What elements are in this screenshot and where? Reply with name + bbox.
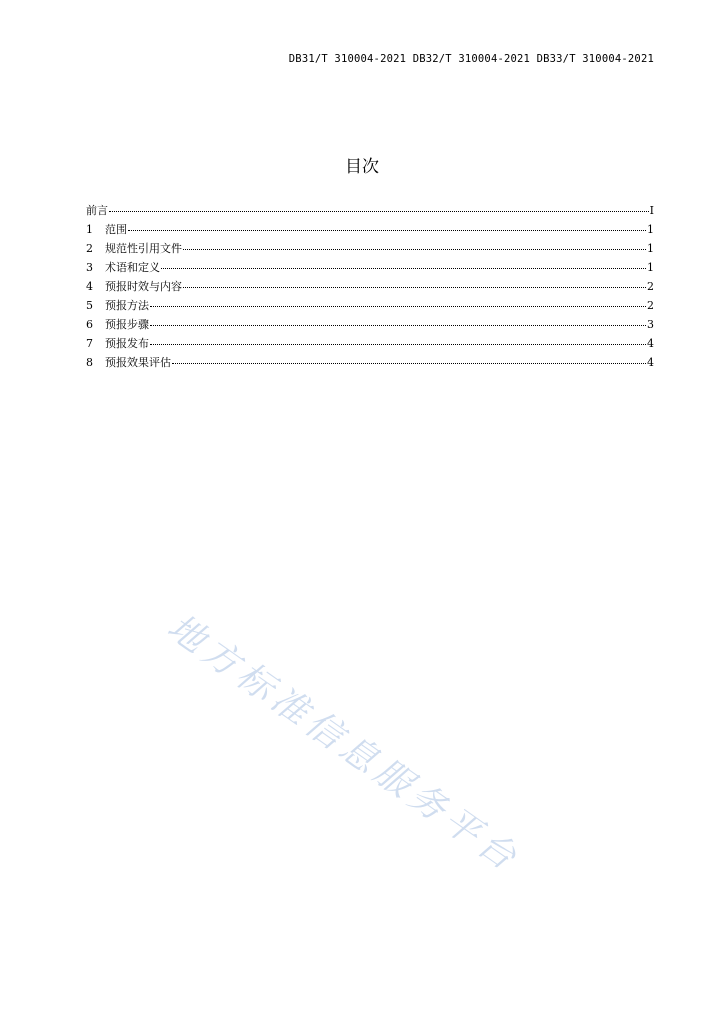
toc-entry-label: 预报方法: [105, 299, 149, 312]
toc-leader-dots: [183, 287, 646, 288]
toc-leader-dots: [150, 325, 646, 326]
standard-code-header: DB31/T 310004-2021 DB32/T 310004-2021 DB33/T 310004-2021: [288, 53, 654, 65]
toc-entry-page: 2: [647, 299, 654, 312]
toc-entry-6[interactable]: [86, 316, 654, 335]
toc-entry-1[interactable]: [86, 221, 654, 240]
toc-entry-label: 预报效果评估: [105, 356, 171, 369]
toc-entry-label: 范围: [105, 223, 127, 236]
toc-entry-page: 1: [647, 223, 654, 236]
toc-entry-label: 预报发布: [105, 337, 149, 350]
toc-leader-dots: [150, 344, 646, 345]
toc-entry-3[interactable]: [86, 259, 654, 278]
table-of-contents: [86, 202, 654, 373]
toc-entry-number: 2: [86, 242, 93, 255]
toc-entry-page: I: [649, 204, 654, 217]
toc-entry-4[interactable]: [86, 278, 654, 297]
page-title: 目次: [345, 157, 379, 177]
toc-entry-number: 4: [86, 280, 93, 293]
toc-entry-number: 1: [86, 223, 93, 236]
toc-entry-page: 4: [647, 337, 654, 350]
toc-leader-dots: [172, 363, 646, 364]
toc-entry-label: 规范性引用文件: [105, 242, 182, 255]
toc-entry-number: 7: [86, 337, 93, 350]
toc-entry-7[interactable]: [86, 335, 654, 354]
toc-entry-number: 3: [86, 261, 93, 274]
toc-entry-label: 预报步骤: [105, 318, 149, 331]
toc-leader-dots: [150, 306, 646, 307]
toc-entry-label: 术语和定义: [105, 261, 160, 274]
toc-entry-number: 8: [86, 356, 93, 369]
toc-entry-number: 6: [86, 318, 93, 331]
toc-leader-dots: [161, 268, 646, 269]
toc-leader-dots: [183, 249, 646, 250]
toc-entry-page: 1: [647, 261, 654, 274]
toc-entry-number: 5: [86, 299, 93, 312]
toc-entry-page: 4: [647, 356, 654, 369]
toc-entry-page: 1: [647, 242, 654, 255]
toc-entry-8[interactable]: [86, 354, 654, 373]
toc-entry-5[interactable]: [86, 297, 654, 316]
toc-entry-foreword[interactable]: [86, 202, 654, 221]
toc-entry-label: 前言: [86, 204, 108, 217]
toc-entry-2[interactable]: [86, 240, 654, 259]
toc-entry-page: 2: [647, 280, 654, 293]
watermark: 地方标准信息服务平台: [159, 606, 528, 882]
toc-entry-page: 3: [647, 318, 654, 331]
toc-leader-dots: [109, 211, 649, 212]
toc-leader-dots: [128, 230, 646, 231]
toc-entry-label: 预报时效与内容: [105, 280, 182, 293]
